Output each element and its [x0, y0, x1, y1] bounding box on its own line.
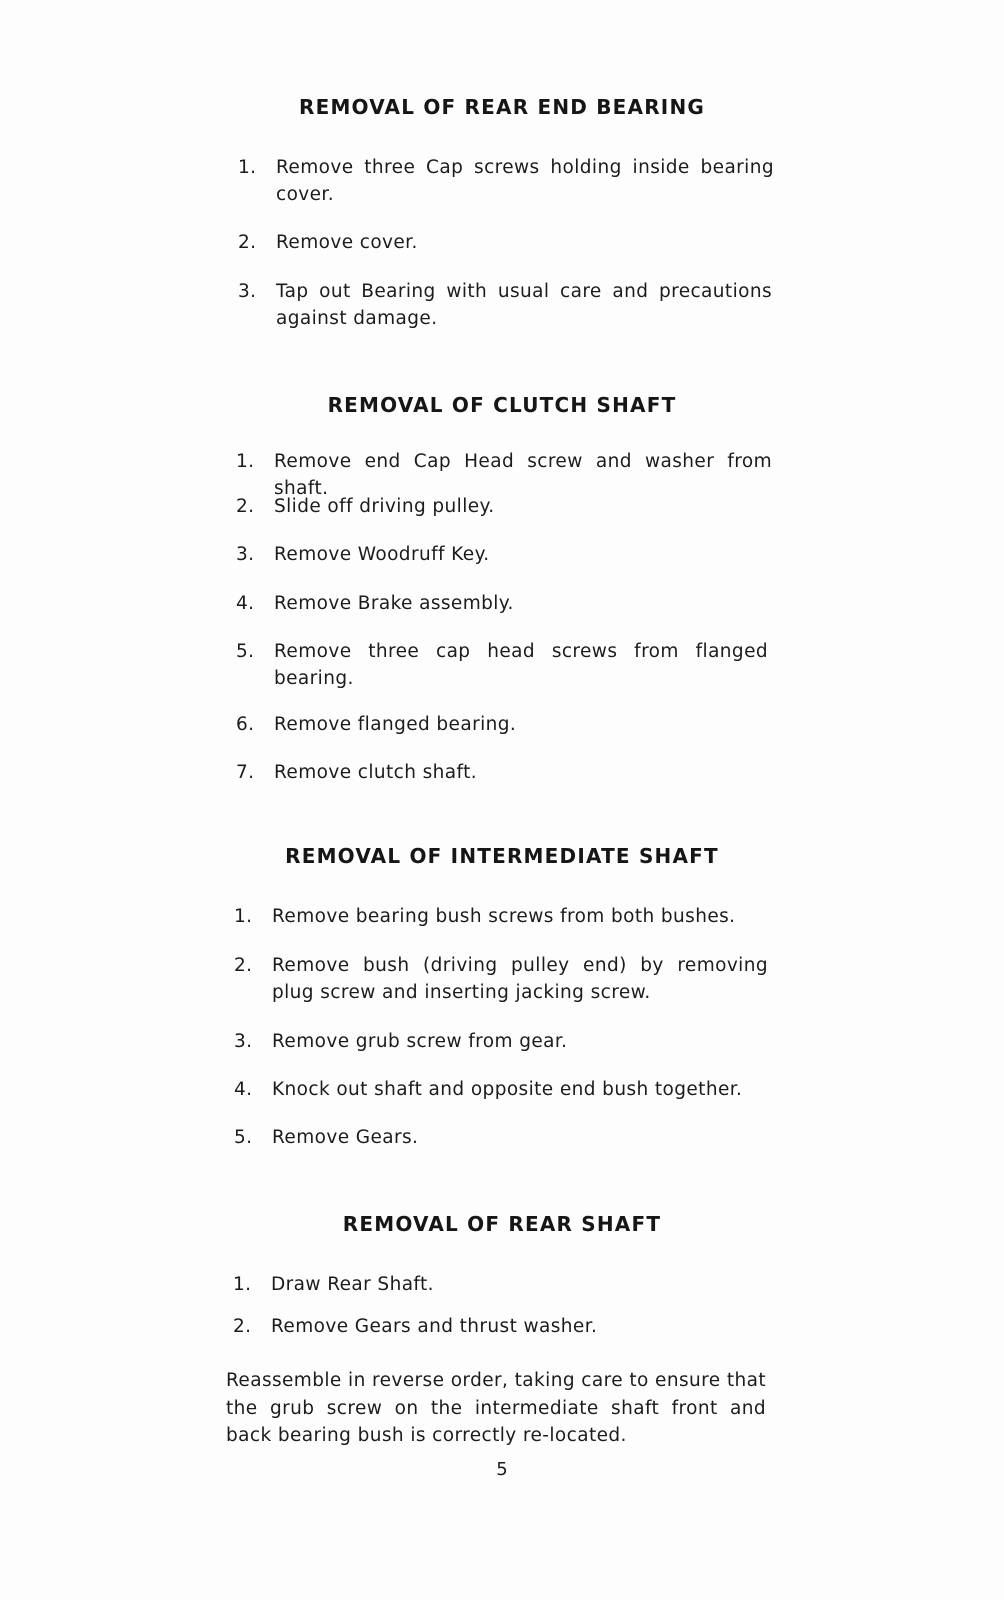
list-item [234, 1124, 774, 1152]
item-text: Tap out Bearing with usual care and precautions against damage. [276, 281, 772, 329]
section-heading-intermediate-shaft: REMOVAL OF INTERMEDIATE SHAFT [285, 844, 719, 868]
item-number: 1. [233, 1274, 252, 1295]
item-text: Slide off driving pulley. [274, 496, 495, 517]
item-number: 3. [238, 281, 257, 302]
item-text: Remove end Cap Head screw and washer from shaft. [274, 451, 772, 499]
list-item [236, 638, 776, 694]
list-item [236, 448, 776, 499]
list-item [234, 1028, 774, 1056]
item-text: Knock out shaft and opposite end bush together. [272, 1079, 743, 1100]
list-item [238, 229, 778, 257]
list-item [233, 1271, 773, 1299]
item-number: 5. [236, 641, 255, 662]
item-text: Remove cover. [276, 232, 418, 253]
item-number: 7. [236, 762, 255, 783]
list-item [234, 1076, 774, 1104]
item-text: Remove Woodruff Key. [274, 544, 490, 565]
section-heading-rear-shaft: REMOVAL OF REAR SHAFT [342, 1212, 662, 1236]
list-item [233, 1313, 773, 1341]
item-number: 1. [234, 906, 253, 927]
item-number: 1. [236, 451, 255, 472]
item-number: 5. [234, 1127, 253, 1148]
item-number: 2. [236, 496, 255, 517]
item-number: 3. [236, 544, 255, 565]
item-text: Remove Gears and thrust washer. [271, 1316, 598, 1337]
item-number: 3. [234, 1031, 253, 1052]
list-item [236, 759, 776, 787]
list-item [234, 952, 774, 1008]
item-number: 1. [238, 157, 257, 178]
item-text: Remove clutch shaft. [274, 762, 478, 783]
section-heading-rear-end-bearing: REMOVAL OF REAR END BEARING [298, 95, 705, 119]
item-text: Remove bearing bush screws from both bushes. [272, 906, 736, 927]
list-item [234, 903, 774, 931]
item-number: 4. [236, 593, 255, 614]
item-text: Draw Rear Shaft. [271, 1274, 434, 1295]
item-number: 2. [238, 232, 257, 253]
item-text: Remove bush (driving pulley end) by removing plug screw and inserting jacking screw. [272, 955, 768, 1003]
item-number: 2. [234, 955, 253, 976]
item-number: 6. [236, 714, 255, 735]
list-item [236, 590, 776, 618]
section-heading-clutch-shaft: REMOVAL OF CLUTCH SHAFT [327, 393, 677, 417]
page-number: 5 [496, 1459, 508, 1480]
item-text: Remove flanged bearing. [274, 714, 517, 735]
list-item [236, 711, 776, 739]
item-text: Remove Brake assembly. [274, 593, 514, 614]
item-text: Remove grub screw from gear. [272, 1031, 568, 1052]
list-item [236, 541, 776, 569]
list-item [236, 493, 776, 521]
closing-paragraph: Reassemble in reverse order, taking care to ensure that the grub screw on the intermediate shaft front and back bearing bush is correctly re-located. [226, 1370, 766, 1446]
item-number: 4. [234, 1079, 253, 1100]
list-item [238, 154, 778, 210]
item-text: Remove Gears. [272, 1127, 419, 1148]
item-text: Remove three cap head screws from flanged bearing. [274, 641, 768, 689]
list-item [238, 278, 778, 334]
item-text: Remove three Cap screws holding inside bearing cover. [276, 157, 774, 205]
item-number: 2. [233, 1316, 252, 1337]
